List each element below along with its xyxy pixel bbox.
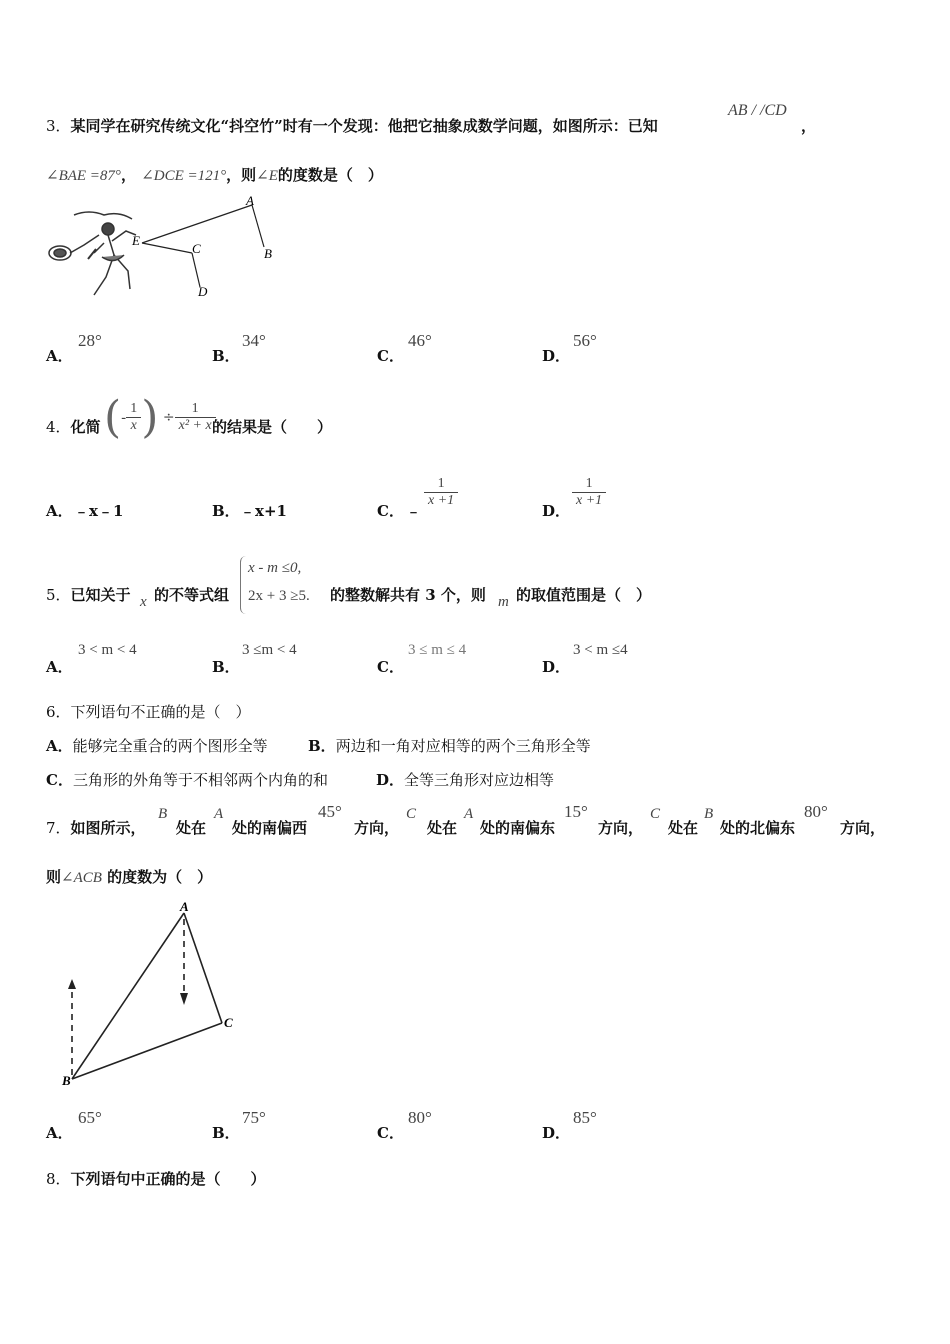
- q7-deg1: 45°: [318, 802, 342, 821]
- q6-option-d-value: 全等三角形对应边相等: [404, 771, 555, 789]
- q4-number: 4．: [46, 418, 71, 436]
- q3-stem-line2: [46, 164, 383, 185]
- q6-text: 下列语句不正确的是（ ）: [70, 703, 251, 721]
- q4-option-c-num: 1: [424, 476, 458, 493]
- q7-t3: 处的南偏西: [232, 819, 308, 837]
- q5-option-d-value: 3 < m ≤4: [573, 642, 628, 658]
- q4-frac1-den: x: [130, 418, 137, 433]
- q7-t5: 处在: [427, 819, 458, 837]
- q4-option-a-value: ﹣x﹣1: [74, 502, 124, 520]
- q4-option-d-den: x +1: [576, 493, 603, 508]
- south-arrowhead: [180, 993, 188, 1005]
- q4-frac2-num: 1: [175, 401, 216, 418]
- q7-a2: A: [464, 806, 474, 822]
- q6-option-c-value: 三角形的外角等于不相邻两个内角的和: [72, 771, 328, 789]
- segment-ec: [142, 243, 192, 253]
- q7-line2-pre: 则: [46, 868, 62, 886]
- q3-option-c-label[interactable]: C．: [377, 347, 404, 365]
- q5-text1: 已知关于: [70, 586, 131, 604]
- q5-option-b-label[interactable]: B．: [212, 658, 240, 676]
- q3-figure: [44, 195, 284, 307]
- q7-option-d-label[interactable]: D．: [542, 1124, 571, 1142]
- q6-row2: [46, 769, 328, 790]
- q7-option-c-label[interactable]: C．: [377, 1124, 404, 1142]
- q5-number: 5．: [46, 586, 71, 604]
- q7-b1: B: [158, 806, 168, 822]
- q5-var-x: x: [140, 594, 147, 610]
- q6-row1b: [308, 735, 591, 756]
- q7-deg3: 80°: [804, 802, 828, 821]
- q6-option-d-label[interactable]: D．: [376, 771, 405, 789]
- q7-b2: B: [704, 806, 714, 822]
- q8-number: 8．: [46, 1170, 71, 1188]
- q5-option-c-label[interactable]: C．: [377, 658, 404, 676]
- q7-option-b-value: 75°: [242, 1108, 266, 1127]
- q4-frac1-num: 1: [126, 401, 141, 418]
- q5-text4: 的取值范围是（ ）: [516, 586, 652, 604]
- q3-option-d-label[interactable]: D．: [542, 347, 571, 365]
- segment-cd: [192, 253, 200, 287]
- q6-option-b-label[interactable]: B．: [308, 737, 336, 755]
- q7-t9: 处的北偏东: [720, 819, 796, 837]
- q5-ineq2: 2x + 3 ≥5.: [248, 588, 310, 604]
- q7-t7: 方向，: [598, 819, 644, 837]
- q4-minus: -: [121, 408, 127, 427]
- q7-option-a-value: 65°: [78, 1108, 102, 1127]
- label-a: A: [180, 899, 189, 914]
- q3-option-a-label[interactable]: A．: [46, 347, 73, 365]
- q7-a1: A: [214, 806, 224, 822]
- label-e: E: [132, 233, 140, 248]
- diabolo-player-illustration: [49, 212, 136, 295]
- q7-t4: 方向，: [354, 819, 400, 837]
- q6-option-a-value: 能够完全重合的两个图形全等: [72, 737, 268, 755]
- label-b: B: [62, 1073, 71, 1088]
- q3-text: 某同学在研究传统文化“抖空竹”时有一个发现：他把它抽象成数学问题，如图所示：已知: [70, 117, 658, 135]
- q7-line2-post: 的度数为（ ）: [107, 868, 213, 886]
- segment-ab: [72, 913, 184, 1079]
- q5-stem: [46, 584, 131, 605]
- q6-stem: [46, 701, 251, 722]
- q4-option-b-label[interactable]: B．: [212, 502, 240, 520]
- q7-figure: [56, 895, 246, 1095]
- q5-option-d-label[interactable]: D．: [542, 658, 571, 676]
- q3-option-b-value: 34°: [242, 331, 266, 350]
- q5-ineq1: x - m ≤0,: [248, 560, 302, 576]
- q3-option-b-label[interactable]: B．: [212, 347, 240, 365]
- q3-sep: ，: [120, 166, 136, 184]
- q4-divide: ÷: [162, 409, 175, 426]
- q7-line2: [46, 866, 212, 887]
- q3-angle-dce: ∠DCE =121°: [141, 168, 227, 184]
- q7-t8: 处在: [668, 819, 699, 837]
- q4-option-d-num: 1: [572, 476, 606, 493]
- q4-option-c-frac: [424, 476, 458, 509]
- q8-text: 下列语句中正确的是（ ）: [70, 1170, 266, 1188]
- q7-deg2: 15°: [564, 802, 588, 821]
- q3-parallel: AB / /CD: [728, 102, 787, 119]
- q7-t6: 处的南偏东: [480, 819, 556, 837]
- q7-number: 7．: [46, 819, 71, 837]
- q3-angle-e: ∠E: [256, 168, 278, 184]
- q7-t10: 方向，: [840, 819, 886, 837]
- q4-option-c-minus: ﹣: [406, 502, 422, 520]
- q7-option-b-label[interactable]: B．: [212, 1124, 240, 1142]
- q6-option-a-label[interactable]: A．: [46, 737, 73, 755]
- segment-bc: [72, 1023, 222, 1079]
- q7-option-d-value: 85°: [573, 1108, 597, 1127]
- q4-tail: 的结果是（ ）: [212, 418, 333, 436]
- q3-number: 3．: [46, 117, 71, 135]
- q3-option-d-value: 56°: [573, 331, 597, 350]
- q4-option-d-frac: [572, 476, 606, 509]
- q4-option-c-label[interactable]: C．: [377, 502, 404, 520]
- q5-option-a-value: 3 < m < 4: [78, 642, 137, 658]
- segment-ac: [184, 913, 222, 1023]
- q4-option-c-den: x +1: [428, 493, 455, 508]
- q7-c1: C: [406, 806, 417, 822]
- q7-t2: 处在: [176, 819, 207, 837]
- q3-then: ，则: [226, 166, 257, 184]
- label-a: A: [246, 195, 254, 208]
- segment-ea: [142, 205, 252, 243]
- q4-option-a-label[interactable]: A．: [46, 502, 73, 520]
- q3-option-a-value: 28°: [78, 331, 102, 350]
- q6-number: 6．: [46, 703, 71, 721]
- north-arrowhead: [68, 979, 76, 989]
- q4-frac2-den: x² + x: [178, 418, 212, 433]
- q7-angle-acb: ∠ACB: [61, 870, 102, 886]
- left-paren: (: [104, 392, 122, 443]
- q7-option-c-value: 80°: [408, 1108, 432, 1127]
- q7-option-a-label[interactable]: A．: [46, 1124, 73, 1142]
- q7-stem-start: [46, 817, 146, 838]
- q7-t1: 如图所示，: [70, 819, 146, 837]
- segment-ab: [252, 205, 264, 247]
- q4-option-b-value: ﹣x+1: [240, 502, 287, 520]
- q5-option-a-label[interactable]: A．: [46, 658, 73, 676]
- q6-row1: [46, 735, 268, 756]
- label-c: C: [224, 1015, 233, 1030]
- q8-stem: [46, 1168, 266, 1189]
- right-paren: ): [141, 392, 159, 443]
- label-d: D: [198, 284, 208, 299]
- q4-option-d-label[interactable]: D．: [542, 502, 571, 520]
- q3-comma: ，: [801, 117, 817, 135]
- q4-stem: [46, 416, 101, 437]
- q4-expression: [104, 392, 216, 443]
- q5-text2: 的不等式组: [154, 586, 230, 604]
- q3-stem: [46, 115, 658, 136]
- q6-option-c-label[interactable]: C．: [46, 771, 73, 789]
- q3-option-c-value: 46°: [408, 331, 432, 350]
- q3-tail: 的度数是（ ）: [277, 166, 383, 184]
- q6-option-b-value: 两边和一角对应相等的两个三角形全等: [335, 737, 591, 755]
- q7-c2: C: [650, 806, 661, 822]
- q5-option-c-value: 3 ≤ m ≤ 4: [408, 642, 467, 658]
- q4-text: 化简: [70, 418, 101, 436]
- q6-row2b: [376, 769, 554, 790]
- q5-var-m: m: [498, 594, 509, 610]
- q5-text3: 的整数解共有 3 个，则: [330, 586, 486, 604]
- label-b: B: [264, 246, 272, 261]
- q3-angle-bae: ∠BAE =87°: [46, 168, 121, 184]
- label-c: C: [192, 241, 201, 256]
- q5-option-b-value: 3 ≤m < 4: [242, 642, 297, 658]
